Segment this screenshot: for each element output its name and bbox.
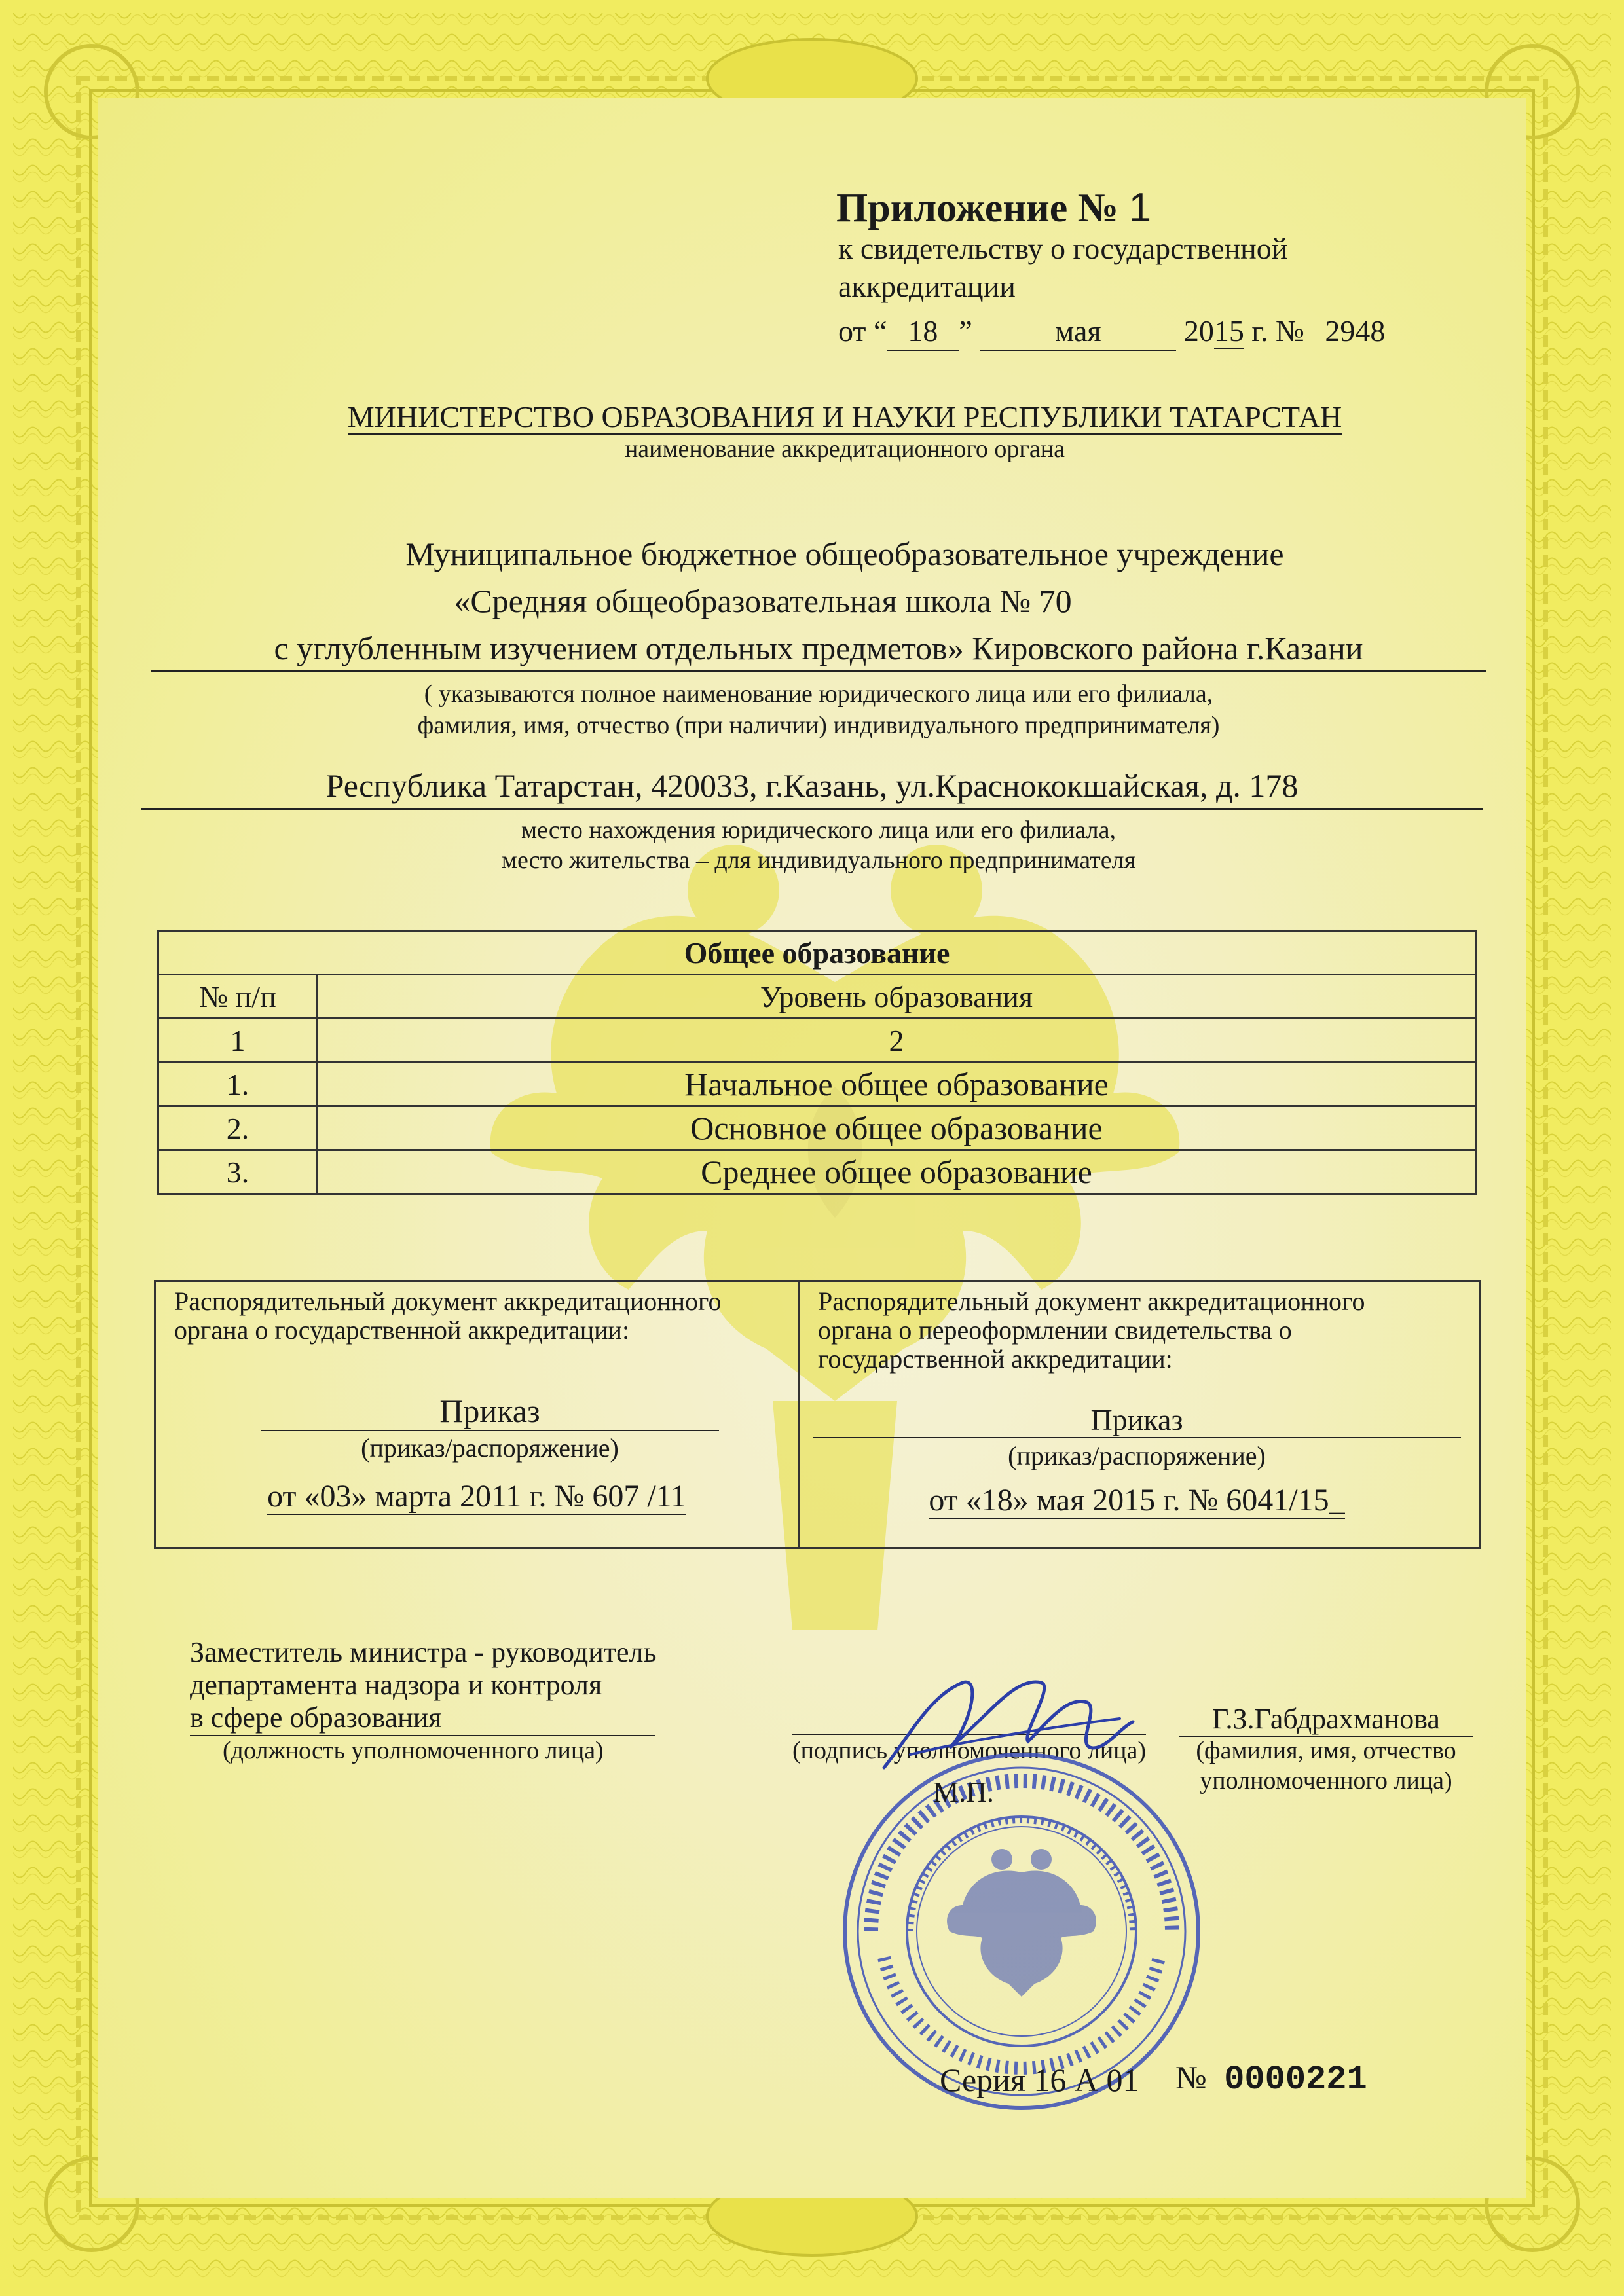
position-line2: департамента надзора и контроля [190, 1669, 602, 1701]
col-num-index: 1 [158, 1019, 318, 1063]
org-name-line3: с углубленным изучением отдельных предметов» Кировского района г.Казани [151, 629, 1486, 672]
reissue-order-type: Приказ [813, 1402, 1461, 1438]
authority-name-wrap [0, 399, 1624, 434]
row-level: Основное общее образование [318, 1106, 1476, 1150]
table-row [158, 1150, 1476, 1194]
accreditation-order [156, 1282, 800, 1547]
org-name-line2: «Средняя общеобразовательная школа № 70 [454, 583, 1072, 619]
reissue-title-line2: органа о переоформлении свидетельства о [818, 1315, 1292, 1345]
signer-caption-line2: уполномоченного лица) [1200, 1767, 1452, 1795]
reissue-order-reference: от «18» мая 2015 г. № 6041/15_ [929, 1483, 1345, 1518]
row-num: 1. [158, 1063, 318, 1106]
form-number-label: № [1175, 2059, 1207, 2096]
education-levels-table [157, 930, 1477, 1195]
address-caption-line1: место нахождения юридического лица или его филиала, [521, 816, 1116, 844]
appendix-date-line: от “ 18 ” мая 2015 г. № 2948 [838, 313, 1385, 351]
certificate-number: 2948 [1325, 314, 1386, 348]
section-title: Общее образование [158, 931, 1476, 975]
order-reference: от «03» марта 2011 г. № 607 /11 [267, 1479, 686, 1514]
order-type: Приказ [261, 1392, 719, 1431]
org-caption-line1: ( указываются полное наименование юридического лица или его филиала, [424, 680, 1213, 708]
order-title-line1: Распорядительный документ аккредитационного [174, 1286, 722, 1316]
position-line1: Заместитель министра - руководитель [190, 1636, 657, 1668]
reissue-title-line1: Распорядительный документ аккредитационного [818, 1286, 1365, 1316]
row-num: 2. [158, 1106, 318, 1150]
signature-caption: (подпись уполномоченного лица) [792, 1737, 1147, 1764]
reissue-order-type-caption: (приказ/распоряжение) [1008, 1441, 1266, 1470]
reissue-title-line3: государственной аккредитации: [818, 1344, 1173, 1374]
order-ref-wrap [195, 1478, 758, 1514]
org-caption-line2: фамилия, имя, отчество (при наличии) индивидуального предпринимателя) [417, 712, 1220, 739]
position-line3: в сфере образования [190, 1701, 655, 1736]
signer-caption-line1: (фамилия, имя, отчество [1196, 1737, 1456, 1764]
authority-caption: наименование аккредитационного органа [624, 435, 1065, 463]
form-number [1175, 2058, 1367, 2099]
handwritten-signature [871, 1656, 1146, 1800]
signer-name: Г.З.Габдрахманова [1179, 1702, 1473, 1737]
orders-block [154, 1280, 1481, 1549]
col-num-header: № п/п [158, 975, 318, 1019]
appendix-subtitle-line1: к свидетельству о государственной [838, 232, 1288, 265]
appendix-number: 1 [1128, 185, 1152, 230]
appendix-subtitle-line2: аккредитации [838, 270, 1016, 303]
order-type-caption: (приказ/распоряжение) [361, 1433, 619, 1463]
appendix-title: Приложение № 1 [836, 185, 1152, 230]
position-caption: (должность уполномоченного лица) [223, 1737, 604, 1764]
col-level-header: Уровень образования [318, 975, 1476, 1019]
reissue-order [800, 1282, 1479, 1547]
col-level-index: 2 [318, 1019, 1476, 1063]
row-level: Среднее общее образование [318, 1150, 1476, 1194]
date-day: 18 [887, 313, 959, 351]
series-label: Серия 16 А 01 [940, 2062, 1139, 2098]
form-number-value: 0000221 [1224, 2060, 1367, 2099]
reissue-ref-wrap [813, 1482, 1461, 1518]
org-name-line1: Муниципальное бюджетное общеобразовательное учреждение [405, 536, 1284, 572]
address-caption-line2: место жительства – для индивидуального предпринимателя [501, 847, 1136, 874]
order-title-line2: органа о государственной аккредитации: [174, 1315, 630, 1345]
date-year: 15 [1213, 314, 1244, 348]
date-month: мая [980, 313, 1176, 351]
table-header-row [158, 975, 1476, 1019]
row-level: Начальное общее образование [318, 1063, 1476, 1106]
table-row [158, 1063, 1476, 1106]
stamp-place-label: М.П. [933, 1776, 994, 1808]
address-value: Республика Татарстан, 420033, г.Казань, ул.Краснококшайская, д. 178 [141, 766, 1483, 810]
authority-name: МИНИСТЕРСТВО ОБРАЗОВАНИЯ И НАУКИ РЕСПУБЛИКИ ТАТАРСТАН [347, 400, 1342, 433]
table-index-row [158, 1019, 1476, 1063]
table-row [158, 1106, 1476, 1150]
table-section-row [158, 931, 1476, 975]
row-num: 3. [158, 1150, 318, 1194]
